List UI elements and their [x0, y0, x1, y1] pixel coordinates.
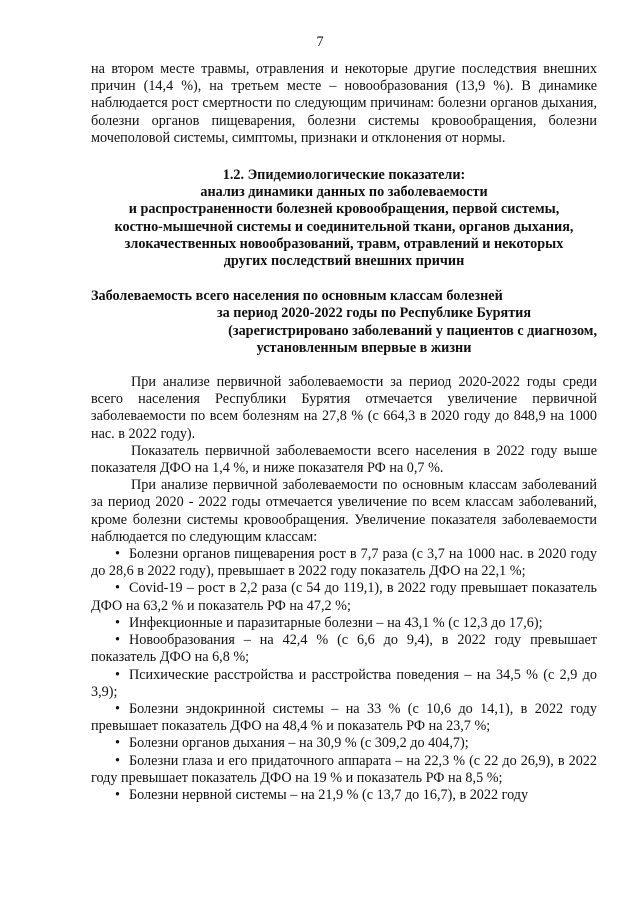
list-item-text: Инфекционные и паразитарные болезни – на 43,1 % (с 12,3 до 17,6);	[129, 614, 543, 631]
bullet-icon: •	[115, 700, 120, 717]
sub-heading-line: (зарегистрировано заболеваний у пациентов с диагнозом,	[228, 322, 597, 339]
section-heading-line: костно-мышечной системы и соединительной ткани, органов дыхания,	[114, 218, 574, 235]
bullet-icon: •	[115, 546, 120, 563]
bullet-icon: •	[115, 632, 120, 649]
list-item-text: Болезни нервной системы – на 21,9 % (с 13,7 до 16,7), в 2022 году	[129, 786, 529, 803]
paragraph: При анализе первичной заболеваемости за период 2020-2022 годы среди всего населения Республики Бурятия отмечается увеличение первичной заболеваемости по всем болезням на 27,8 % (с 664,3 в 2020 году до 848,9 на 1000 нас. в 2022 году).	[91, 374, 597, 442]
paragraph: Показатель первичной заболеваемости всего населения в 2022 году выше показателя ДФО на 1,4 %, и ниже показателя РФ на 0,7 %.	[91, 442, 597, 477]
page-content	[91, 61, 597, 804]
list-item-text: Болезни глаза и его придаточного аппарата – на 22,3 % (с 22 до 26,9), в 2022 году превышает показатель ДФО на 19 % и показатель РФ на 8,5 %;	[91, 752, 597, 786]
list-item	[91, 667, 597, 701]
list-item-text: Болезни эндокринной системы – на 33 % (с 10,6 до 14,1), в 2022 году превышает показатель ДФО на 48,4 % и показатель РФ на 23,7 %;	[91, 700, 597, 735]
bullet-icon: •	[115, 614, 120, 631]
list-item	[91, 701, 597, 735]
list-item	[91, 735, 597, 752]
bullet-icon: •	[115, 735, 120, 752]
section-heading-line: других последствий внешних причин	[223, 253, 465, 270]
list-item	[91, 546, 597, 580]
sub-heading-line: Заболеваемость всего населения по основным классам болезней	[91, 288, 503, 305]
sub-heading-line: установленным впервые в жизни	[256, 339, 472, 356]
bullet-icon: •	[115, 786, 120, 803]
list-item	[91, 580, 597, 614]
section-heading-line: анализ динамики данных по заболеваемости	[200, 184, 488, 201]
bullet-icon: •	[115, 666, 120, 683]
section-heading-line: злокачественных новообразований, травм, отравлений и некоторых	[124, 235, 564, 252]
list-item	[91, 753, 597, 787]
list-item	[91, 615, 597, 632]
list-item	[91, 632, 597, 666]
page-number: 7	[316, 34, 324, 50]
list-item-text: Covid-19 – рост в 2,2 раза (с 54 до 119,1), в 2022 году превышает показатель ДФО на 63,2 % и показатель РФ на 47,2 %;	[91, 580, 597, 614]
section-heading	[91, 167, 597, 270]
section-heading-line: 1.2. Эпидемиологические показатели:	[222, 167, 466, 184]
list-item-text: Болезни органов дыхания – на 30,9 % (с 309,2 до 404,7);	[129, 735, 469, 752]
bullet-icon: •	[115, 752, 120, 769]
section-heading-line: и распространенности болезней кровообращения, первой системы,	[128, 201, 560, 218]
body-text	[91, 374, 597, 804]
list-item-text: Болезни органов пищеварения рост в 7,7 раза (с 3,7 на 1000 нас. в 2020 году до 28,6 в 2022 году), превышает в 2022 году показатель ДФО на 22,1 %;	[91, 546, 597, 580]
list-item-text: Новообразования – на 42,4 % (с 6,6 до 9,4), в 2022 году превышает показатель ДФО на 6,8 %;	[91, 632, 597, 666]
sub-heading	[91, 288, 597, 357]
sub-heading-line: за период 2020-2022 годы по Республике Бурятия	[216, 305, 532, 322]
paragraph: При анализе первичной заболеваемости по основным классам заболеваний за период 2020 - 2022 годы отмечается увеличение по всем классам заболеваний, кроме болезни системы кровообращения. Увеличение показателя заболеваемости наблюдается по следующим классам:	[91, 477, 597, 545]
bullet-icon: •	[115, 580, 120, 597]
list-item	[91, 787, 597, 804]
intro-paragraph: на втором месте травмы, отравления и некоторые другие последствия внешних причин (14,4 %), на третьем месте – новообразования (13,9 %). В динамике наблюдается рост смертности по следующим причинам: болезни органов дыхания, болезни органов пищеварения, болезни системы кровообращения, болезни мочеполовой системы, симптомы, признаки и отклонения от нормы.	[91, 61, 597, 146]
list-item-text: Психические расстройства и расстройства поведения – на 34,5 % (с 2,9 до 3,9);	[91, 666, 597, 700]
bullet-list	[91, 546, 597, 804]
